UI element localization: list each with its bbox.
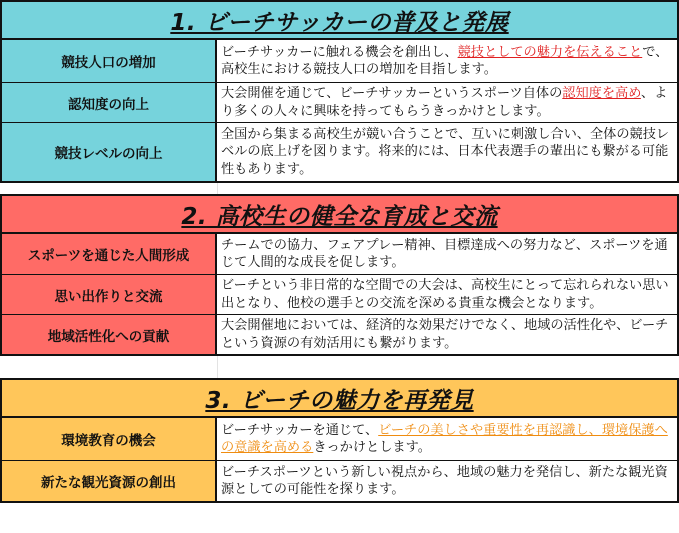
row-description: [217, 275, 677, 314]
highlighted-text: 認知度を高め: [562, 86, 641, 101]
row-description: [217, 418, 677, 460]
section-title: 1. ビーチサッカーの普及と発展: [2, 2, 677, 40]
description-text: ビーチサッカーに触れる機会を創出し、: [221, 44, 458, 60]
highlighted-text: 競技としての魅力を伝えること: [457, 44, 643, 60]
row-label: 地域活性化への貢献: [2, 315, 217, 354]
row-description: [217, 123, 677, 181]
row-label: 競技レベルの向上: [2, 123, 217, 181]
section-popularization: [0, 0, 679, 183]
description-text: きっかけとします。: [313, 440, 431, 455]
row-description: [217, 83, 677, 122]
row-description: [217, 40, 677, 82]
table-row: [2, 275, 677, 315]
row-label: 認知度の向上: [2, 83, 217, 122]
spacer: [0, 183, 679, 194]
description-text: 大会開催地においては、経済的な効果だけでなく、地域の活性化や、ビーチという資源の有効活用にも繋がります。: [221, 318, 669, 351]
description-text: 全国から集まる高校生が競い合うことで、互いに刺激し合い、全体の競技レベルの底上げを図ります。将来的には、日本代表選手の輩出にも繋がる可能性もあります。: [221, 126, 670, 177]
row-label: 競技人口の増加: [2, 40, 217, 82]
row-label: 環境教育の機会: [2, 418, 217, 460]
row-label: 思い出作りと交流: [2, 275, 217, 314]
table-row: [2, 123, 677, 181]
table-row: [2, 418, 677, 461]
section-title: 3. ビーチの魅力を再発見: [2, 380, 677, 418]
row-description: [217, 234, 677, 274]
row-description: [217, 461, 677, 501]
description-text: 大会開催を通じて、ビーチサッカーというスポーツ自体の: [221, 86, 563, 101]
table-row: [2, 83, 677, 123]
description-text: 、より多くの人々に興味を持ってもらうきっかけとします。: [221, 86, 668, 119]
description-text: ビーチという非日常的な空間での大会は、高校生にとって忘れられない思い出となり、他校の選手との交流を深める貴重な機会となります。: [221, 278, 669, 311]
table-row: [2, 40, 677, 83]
table-row: [2, 234, 677, 275]
row-description: [217, 315, 677, 354]
spacer: [0, 356, 679, 378]
description-text: ビーチサッカーを通じて、: [221, 422, 379, 438]
section-title: 2. 高校生の健全な育成と交流: [2, 196, 677, 234]
highlighted-text: ビーチの美しさや重要性を再認識し、環境保護への意識を高める: [221, 422, 668, 455]
description-text: チームでの協力、フェアプレー精神、目標達成への努力など、スポーツを通じて人間的な成長を促します。: [221, 237, 668, 270]
row-label: スポーツを通じた人間形成: [2, 234, 217, 274]
section-youth-development: [0, 194, 679, 356]
section-beach-appeal: [0, 378, 679, 503]
description-text: で、高校生における競技人口の増加を目指します。: [221, 44, 669, 77]
row-label: 新たな観光資源の創出: [2, 461, 217, 501]
description-text: ビーチスポーツという新しい視点から、地域の魅力を発信し、新たな観光資源としての可能性を探ります。: [221, 464, 668, 497]
table-row: [2, 315, 677, 354]
table-row: [2, 461, 677, 501]
